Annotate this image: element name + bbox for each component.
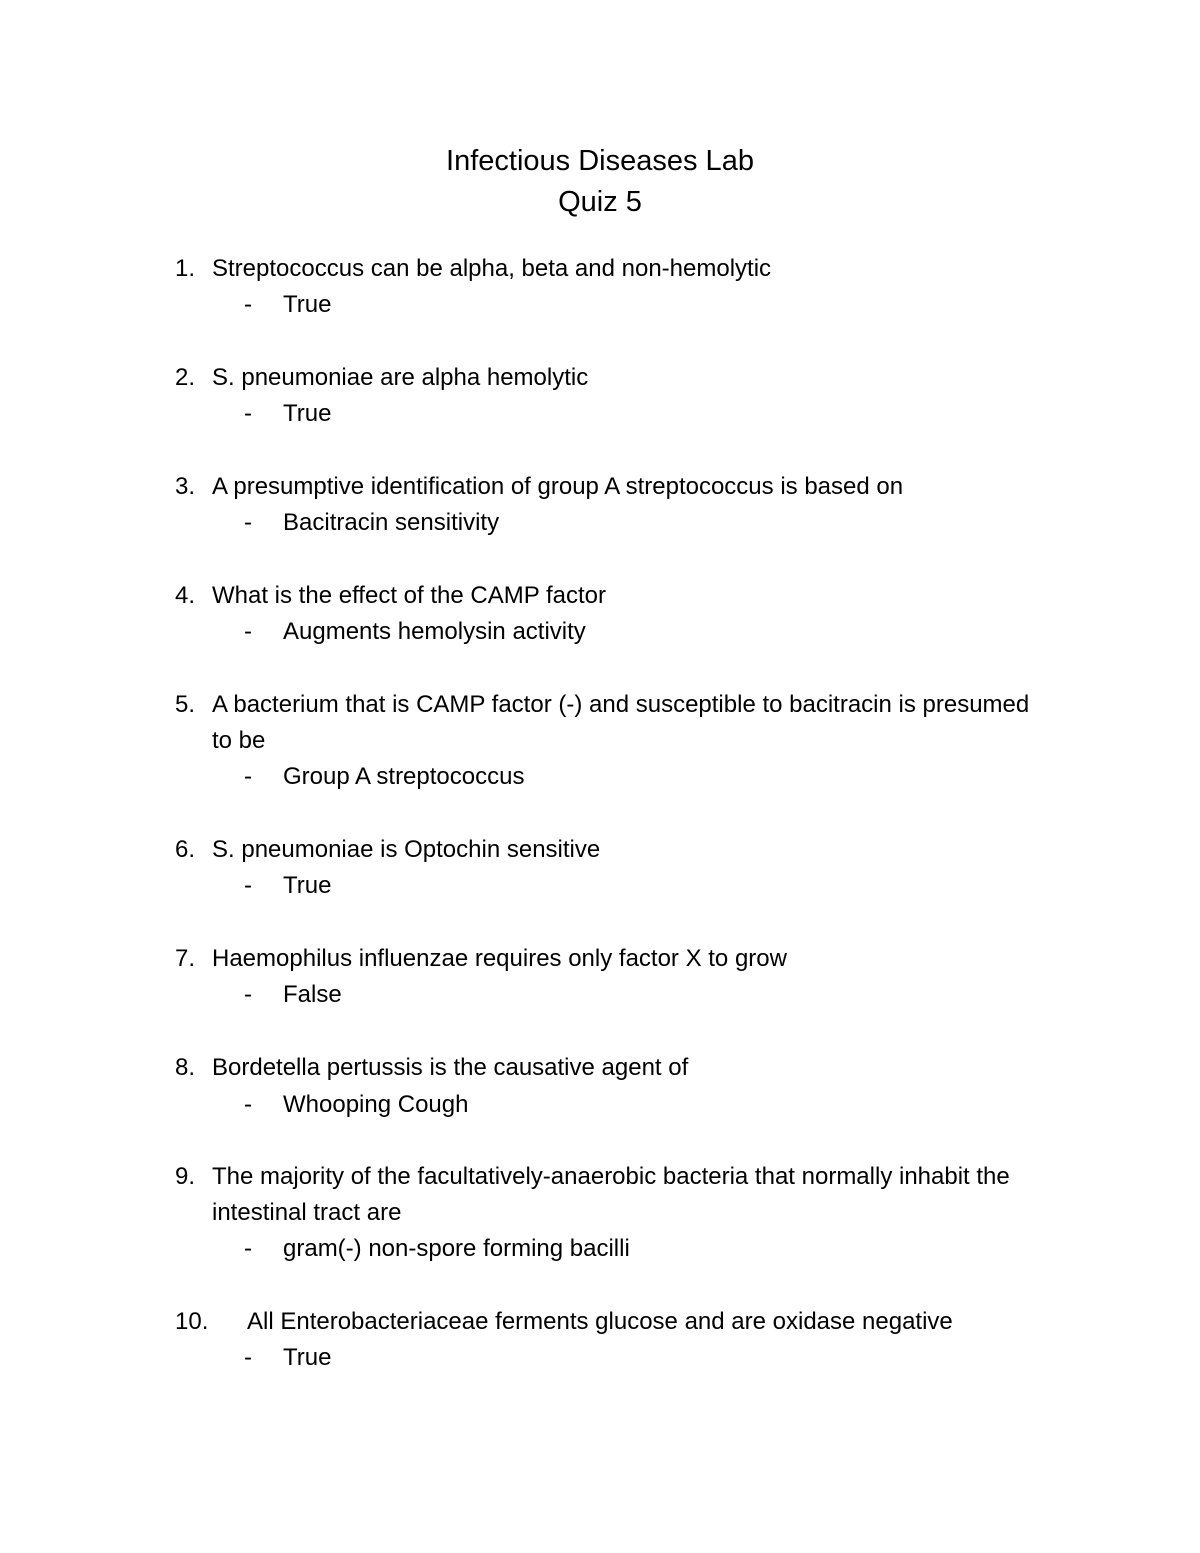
page-subtitle: Quiz 5 xyxy=(558,186,642,218)
page-title: Infectious Diseases Lab xyxy=(446,145,754,177)
answer-dash: - xyxy=(244,291,252,318)
answer-dash: - xyxy=(244,872,252,899)
answer-dash: - xyxy=(244,400,252,427)
answer-dash: - xyxy=(244,509,252,536)
question-number: 2. xyxy=(175,364,196,391)
question-number: 5. xyxy=(175,691,196,718)
question-text: A presumptive identification of group A streptococcus is based on xyxy=(212,473,904,500)
answer-text: Group A streptococcus xyxy=(283,763,525,790)
answer-dash: - xyxy=(244,1091,252,1118)
answer-text: Whooping Cough xyxy=(283,1091,469,1118)
answer-text: True xyxy=(283,1344,332,1371)
question-text: A bacterium that is CAMP factor (-) and susceptible to bacitracin is presumed to be xyxy=(212,691,1030,754)
question-number: 8. xyxy=(175,1054,196,1081)
answer-text: Bacitracin sensitivity xyxy=(283,509,500,536)
answer-text: Augments hemolysin activity xyxy=(283,618,586,645)
answer-dash: - xyxy=(244,763,252,790)
answer-text: True xyxy=(283,400,332,427)
answer-text: True xyxy=(283,291,332,318)
answer-dash: - xyxy=(244,1235,252,1262)
answer-dash: - xyxy=(244,618,252,645)
answer-text: True xyxy=(283,872,332,899)
question-number: 6. xyxy=(175,836,196,863)
question-text: Haemophilus influenzae requires only factor X to grow xyxy=(212,945,787,972)
question-text: S. pneumoniae are alpha hemolytic xyxy=(212,364,589,391)
answer-text: gram(-) non-spore forming bacilli xyxy=(283,1235,630,1262)
question-text: What is the effect of the CAMP factor xyxy=(212,582,606,609)
question-number: 4. xyxy=(175,582,196,609)
question-text: S. pneumoniae is Optochin sensitive xyxy=(212,836,601,863)
question-text: Streptococcus can be alpha, beta and non-hemolytic xyxy=(212,255,772,282)
question-number: 3. xyxy=(175,473,196,500)
answer-dash: - xyxy=(244,1344,252,1371)
question-number: 10. xyxy=(175,1308,209,1335)
answer-text: False xyxy=(283,981,342,1008)
question-number: 9. xyxy=(175,1163,196,1190)
question-text: All Enterobacteriaceae ferments glucose and are oxidase negative xyxy=(247,1308,953,1335)
question-number: 7. xyxy=(175,945,196,972)
question-text: Bordetella pertussis is the causative agent of xyxy=(212,1054,689,1081)
question-text: The majority of the facultatively-anaerobic bacteria that normally inhabit the intestinal tract are xyxy=(212,1163,1010,1226)
answer-dash: - xyxy=(244,981,252,1008)
question-number: 1. xyxy=(175,255,196,282)
